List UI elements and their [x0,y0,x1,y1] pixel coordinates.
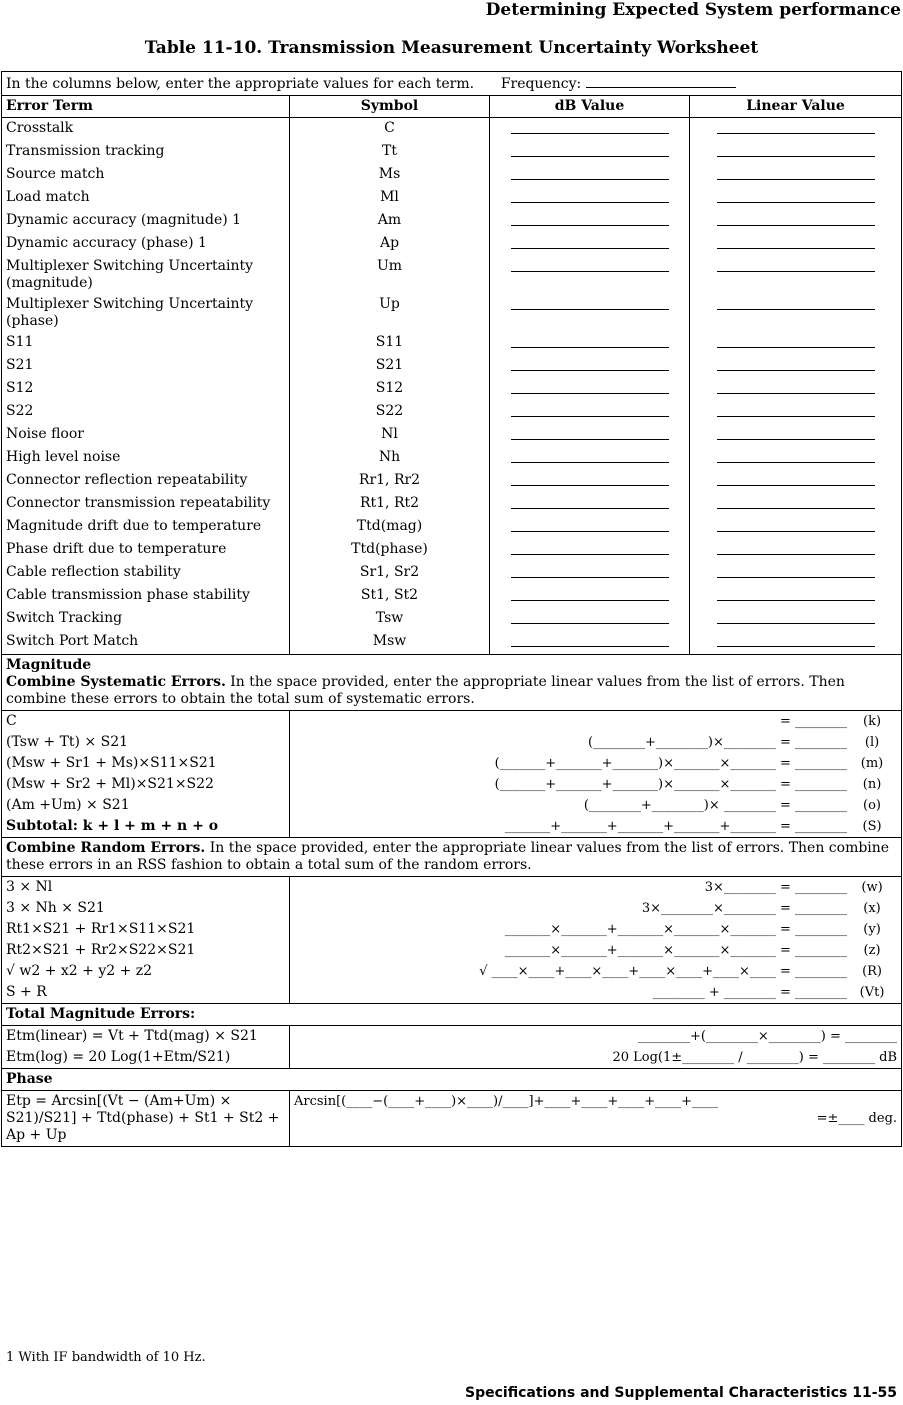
col-symbol: Symbol [290,96,490,118]
linear-value-field[interactable] [717,449,875,463]
db-value-field[interactable] [511,258,669,272]
linear-value-field[interactable] [717,120,875,134]
formula-tag: (R) [862,964,882,979]
db-value-field[interactable] [511,235,669,249]
random-lead: Combine Random Errors. [6,840,206,856]
instructions-text: In the columns below, enter the appropriate values for each term. [6,76,475,92]
linear-value-field[interactable] [717,334,875,348]
db-value-field[interactable] [511,357,669,371]
db-value-cell [490,355,690,378]
symbol-cell: Um [290,256,490,294]
linear-value-cell [690,631,902,655]
symbol-cell: C [290,118,490,142]
linear-value-cell [690,470,902,493]
error-term-label: Dynamic accuracy (phase) 1 [2,233,290,256]
formula-text: 3×________×________ = ________ [641,901,848,916]
db-value-cell [490,424,690,447]
random-row-formula [290,982,902,1004]
linear-value-cell [690,562,902,585]
table-row [2,332,902,355]
frequency-field[interactable] [586,74,736,88]
random-row-formula [290,961,902,982]
formula-tag: (x) [863,901,881,916]
db-value-field[interactable] [511,495,669,509]
formula-tag: (n) [862,777,882,792]
formula-tag: (y) [863,922,881,937]
linear-value-cell [690,493,902,516]
random-text: In the space provided, enter the appropriate linear values from the list of errors. Then combine these errors in an RSS fashion to obtain a total sum of the random errors. [6,840,890,873]
db-value-cell [490,118,690,142]
total-row [2,1047,902,1069]
db-value-cell [490,233,690,256]
table-row [2,355,902,378]
table-row [2,539,902,562]
linear-value-field[interactable] [717,426,875,440]
linear-value-cell [690,539,902,562]
db-value-field[interactable] [511,296,669,310]
db-value-cell [490,187,690,210]
formula-tag: (Vt) [859,985,885,1000]
total-row [2,1026,902,1048]
linear-value-field[interactable] [717,610,875,624]
systematic-row-formula [290,774,902,795]
page-footer: Specifications and Supplemental Characteristics 11-55 [465,1385,897,1401]
table-row [2,187,902,210]
symbol-cell: Ap [290,233,490,256]
db-value-cell [490,141,690,164]
symbol-cell: St1, St2 [290,585,490,608]
systematic-row-label: (Msw + Sr1 + Ms)×S11×S21 [2,753,290,774]
db-value-field[interactable] [511,334,669,348]
symbol-cell: S21 [290,355,490,378]
systematic-row [2,732,902,753]
table-row [2,294,902,332]
systematic-row-formula [290,816,902,838]
random-row [2,982,902,1004]
total-heading: Total Magnitude Errors: [6,1006,196,1022]
db-value-cell [490,516,690,539]
linear-value-cell [690,187,902,210]
linear-value-field[interactable] [717,472,875,486]
db-value-field[interactable] [511,212,669,226]
formula-tag: (w) [861,880,883,895]
phase-label: Etp = Arcsin[(Vt − (Am+Um) × S21)/S21] + Ttd(phase) + St1 + St2 + Ap + Up [2,1091,290,1147]
db-value-field[interactable] [511,120,669,134]
systematic-row [2,711,902,733]
phase-formula-result: =±____ deg. [816,1111,898,1126]
magnitude-text: In the space provided, enter the appropriate linear values from the list of errors. Then combine these errors to obtain the total sum of systematic errors. [6,674,845,707]
linear-value-cell [690,332,902,355]
table-row [2,164,902,187]
db-value-field[interactable] [511,564,669,578]
formula-tag: (S) [862,819,882,834]
table-row [2,210,902,233]
formula-tag: (k) [863,714,882,729]
linear-value-cell [690,447,902,470]
error-term-label: Switch Tracking [2,608,290,631]
error-term-label: Load match [2,187,290,210]
systematic-row-label: C [2,711,290,733]
random-row [2,877,902,899]
linear-value-cell [690,118,902,142]
table-row [2,470,902,493]
error-term-label: S21 [2,355,290,378]
db-value-field[interactable] [511,610,669,624]
linear-value-cell [690,233,902,256]
linear-value-field[interactable] [717,189,875,203]
db-value-field[interactable] [511,587,669,601]
symbol-cell: S22 [290,401,490,424]
magnitude-section [2,655,902,711]
db-value-field[interactable] [511,403,669,417]
magnitude-section-row [2,655,902,711]
linear-value-cell [690,516,902,539]
table-row [2,631,902,655]
random-row-formula [290,898,902,919]
db-value-cell [490,164,690,187]
running-header: Determining Expected System performance [485,0,901,20]
db-value-cell [490,493,690,516]
error-term-label: Switch Port Match [2,631,290,655]
systematic-row-formula [290,753,902,774]
linear-value-cell [690,585,902,608]
db-value-cell [490,470,690,493]
table-row [2,424,902,447]
formula-text: ________ + ________ = ________ [652,985,848,1000]
table-row [2,401,902,424]
symbol-cell: Tsw [290,608,490,631]
magnitude-instructions [6,674,897,708]
db-value-field[interactable] [511,166,669,180]
symbol-cell: Ttd(mag) [290,516,490,539]
random-row [2,961,902,982]
col-error-term: Error Term [2,96,290,118]
db-value-field[interactable] [511,189,669,203]
symbol-cell: Am [290,210,490,233]
table-row [2,516,902,539]
formula-tag: (l) [864,735,880,750]
error-term-label: S11 [2,332,290,355]
total-row-label: Etm(log) = 20 Log(1+Etm/S21) [2,1047,290,1069]
table-row [2,141,902,164]
phase-formula [290,1091,902,1147]
magnitude-heading: Magnitude [6,657,92,673]
error-term-label: Multiplexer Switching Uncertainty (phase) [2,294,290,332]
linear-value-field[interactable] [717,296,875,310]
total-row-label: Etm(linear) = Vt + Ttd(mag) × S21 [2,1026,290,1048]
random-row [2,940,902,961]
error-term-label: High level noise [2,447,290,470]
formula-tag: (o) [863,798,882,813]
formula-text: 3×________ = ________ [704,880,848,895]
formula-text: (_______+_______+_______)×_______×_______ = ________ [494,756,848,771]
random-row [2,898,902,919]
linear-value-field[interactable] [717,403,875,417]
systematic-row-formula [290,795,902,816]
db-value-cell [490,539,690,562]
linear-value-field[interactable] [717,564,875,578]
frequency-label: Frequency: [500,76,582,92]
total-section [2,1004,902,1026]
db-value-field[interactable] [511,633,669,647]
db-value-cell [490,447,690,470]
table-row [2,118,902,142]
formula-text: _______×_______+_______×_______×_______ = ________ [504,922,848,937]
db-value-cell [490,256,690,294]
linear-value-cell [690,294,902,332]
total-row-formula [290,1026,902,1048]
col-db-value: dB Value [490,96,690,118]
systematic-row-formula [290,732,902,753]
col-linear-value: Linear Value [690,96,902,118]
instructions-row [2,72,902,96]
db-value-cell [490,631,690,655]
linear-value-field[interactable] [717,587,875,601]
error-term-label: Multiplexer Switching Uncertainty (magnitude) [2,256,290,294]
error-term-label: Noise floor [2,424,290,447]
db-value-field[interactable] [511,380,669,394]
formula-text: (________+________)× ________ = ________ [583,798,848,813]
error-term-label: Cable reflection stability [2,562,290,585]
linear-value-field[interactable] [717,235,875,249]
systematic-row [2,816,902,838]
linear-value-field[interactable] [717,143,875,157]
systematic-row-label: (Am +Um) × S21 [2,795,290,816]
db-value-cell [490,332,690,355]
table-row [2,233,902,256]
db-value-field[interactable] [511,472,669,486]
random-section [2,838,902,877]
error-term-label: S22 [2,401,290,424]
linear-value-cell [690,256,902,294]
symbol-cell: Rr1, Rr2 [290,470,490,493]
db-value-cell [490,585,690,608]
db-value-cell [490,378,690,401]
db-value-field[interactable] [511,143,669,157]
table-row [2,562,902,585]
random-row-formula [290,877,902,899]
systematic-row-label: Subtotal: k + l + m + n + o [2,816,290,838]
random-row-formula [290,940,902,961]
symbol-cell: Ms [290,164,490,187]
random-row-label: 3 × Nh × S21 [2,898,290,919]
random-row-label: Rt1×S21 + Rr1×S11×S21 [2,919,290,940]
formula-text: 20 Log(1±________ / ________) = ________ dB [612,1050,898,1065]
table-row [2,493,902,516]
linear-value-field[interactable] [717,357,875,371]
error-term-label: Connector reflection repeatability [2,470,290,493]
db-value-cell [490,401,690,424]
error-term-label: Cable transmission phase stability [2,585,290,608]
magnitude-lead: Combine Systematic Errors. [6,674,226,690]
symbol-cell: Rt1, Rt2 [290,493,490,516]
linear-value-cell [690,401,902,424]
phase-row [2,1091,902,1147]
linear-value-field[interactable] [717,541,875,555]
total-section-row [2,1004,902,1026]
phase-section [2,1069,902,1091]
formula-text: = ________ [780,714,848,729]
phase-formula-text: Arcsin[(____−(____+____)×____)/____]+____+____+____+____+____ [294,1094,719,1109]
symbol-cell: Nh [290,447,490,470]
systematic-row-label: (Msw + Sr2 + Ml)×S21×S22 [2,774,290,795]
table-row [2,378,902,401]
linear-value-field[interactable] [717,380,875,394]
linear-value-cell [690,424,902,447]
linear-value-cell [690,210,902,233]
db-value-field[interactable] [511,449,669,463]
db-value-field[interactable] [511,518,669,532]
random-row-label: 3 × Nl [2,877,290,899]
random-row-label: √ w2 + x2 + y2 + z2 [2,961,290,982]
symbol-cell: Nl [290,424,490,447]
linear-value-field[interactable] [717,258,875,272]
symbol-cell: S12 [290,378,490,401]
formula-text: (_______+_______+_______)×_______×_______ = ________ [494,777,848,792]
linear-value-cell [690,164,902,187]
linear-value-field[interactable] [717,495,875,509]
formula-text: (________+________)×________ = ________ [587,735,848,750]
phase-heading: Phase [6,1071,53,1087]
linear-value-cell [690,355,902,378]
linear-value-field[interactable] [717,518,875,532]
symbol-cell: S11 [290,332,490,355]
db-value-cell [490,562,690,585]
formula-text: _______×_______+_______×_______×_______ = ________ [504,943,848,958]
linear-value-cell [690,608,902,631]
formula-tag: (m) [860,756,884,771]
worksheet-table [1,71,902,1147]
random-row [2,919,902,940]
error-term-label: Source match [2,164,290,187]
db-value-cell [490,608,690,631]
systematic-row-formula [290,711,902,733]
table-row [2,585,902,608]
db-value-field[interactable] [511,426,669,440]
formula-tag: (z) [863,943,881,958]
footnote: 1 With IF bandwidth of 10 Hz. [6,1350,206,1365]
systematic-row [2,774,902,795]
random-row-label: S + R [2,982,290,1004]
symbol-cell: Sr1, Sr2 [290,562,490,585]
db-value-cell [490,294,690,332]
symbol-cell: Tt [290,141,490,164]
table-row [2,608,902,631]
linear-value-cell [690,378,902,401]
error-term-label: Magnitude drift due to temperature [2,516,290,539]
symbol-cell: Ttd(phase) [290,539,490,562]
formula-text: _______+_______+_______+_______+_______ = ________ [504,819,848,834]
symbol-cell: Msw [290,631,490,655]
random-row-formula [290,919,902,940]
symbol-cell: Up [290,294,490,332]
formula-text: ________+(________×________) = ________ [637,1029,898,1044]
systematic-row [2,753,902,774]
error-term-label: S12 [2,378,290,401]
linear-value-field[interactable] [717,166,875,180]
error-term-label: Dynamic accuracy (magnitude) 1 [2,210,290,233]
random-section-row [2,838,902,877]
error-term-label: Crosstalk [2,118,290,142]
linear-value-field[interactable] [717,633,875,647]
db-value-field[interactable] [511,541,669,555]
db-value-cell [490,210,690,233]
linear-value-field[interactable] [717,212,875,226]
table-row [2,256,902,294]
error-term-label: Connector transmission repeatability [2,493,290,516]
systematic-row-label: (Tsw + Tt) × S21 [2,732,290,753]
table-row [2,447,902,470]
formula-text: √ ____×____+____×____+____×____+____×____ = ________ [479,964,848,979]
systematic-row [2,795,902,816]
symbol-cell: Ml [290,187,490,210]
linear-value-cell [690,141,902,164]
random-row-label: Rt2×S21 + Rr2×S22×S21 [2,940,290,961]
total-row-formula [290,1047,902,1069]
error-term-label: Phase drift due to temperature [2,539,290,562]
phase-section-row [2,1069,902,1091]
error-term-label: Transmission tracking [2,141,290,164]
table-title: Table 11-10. Transmission Measurement Uncertainty Worksheet [144,38,759,58]
